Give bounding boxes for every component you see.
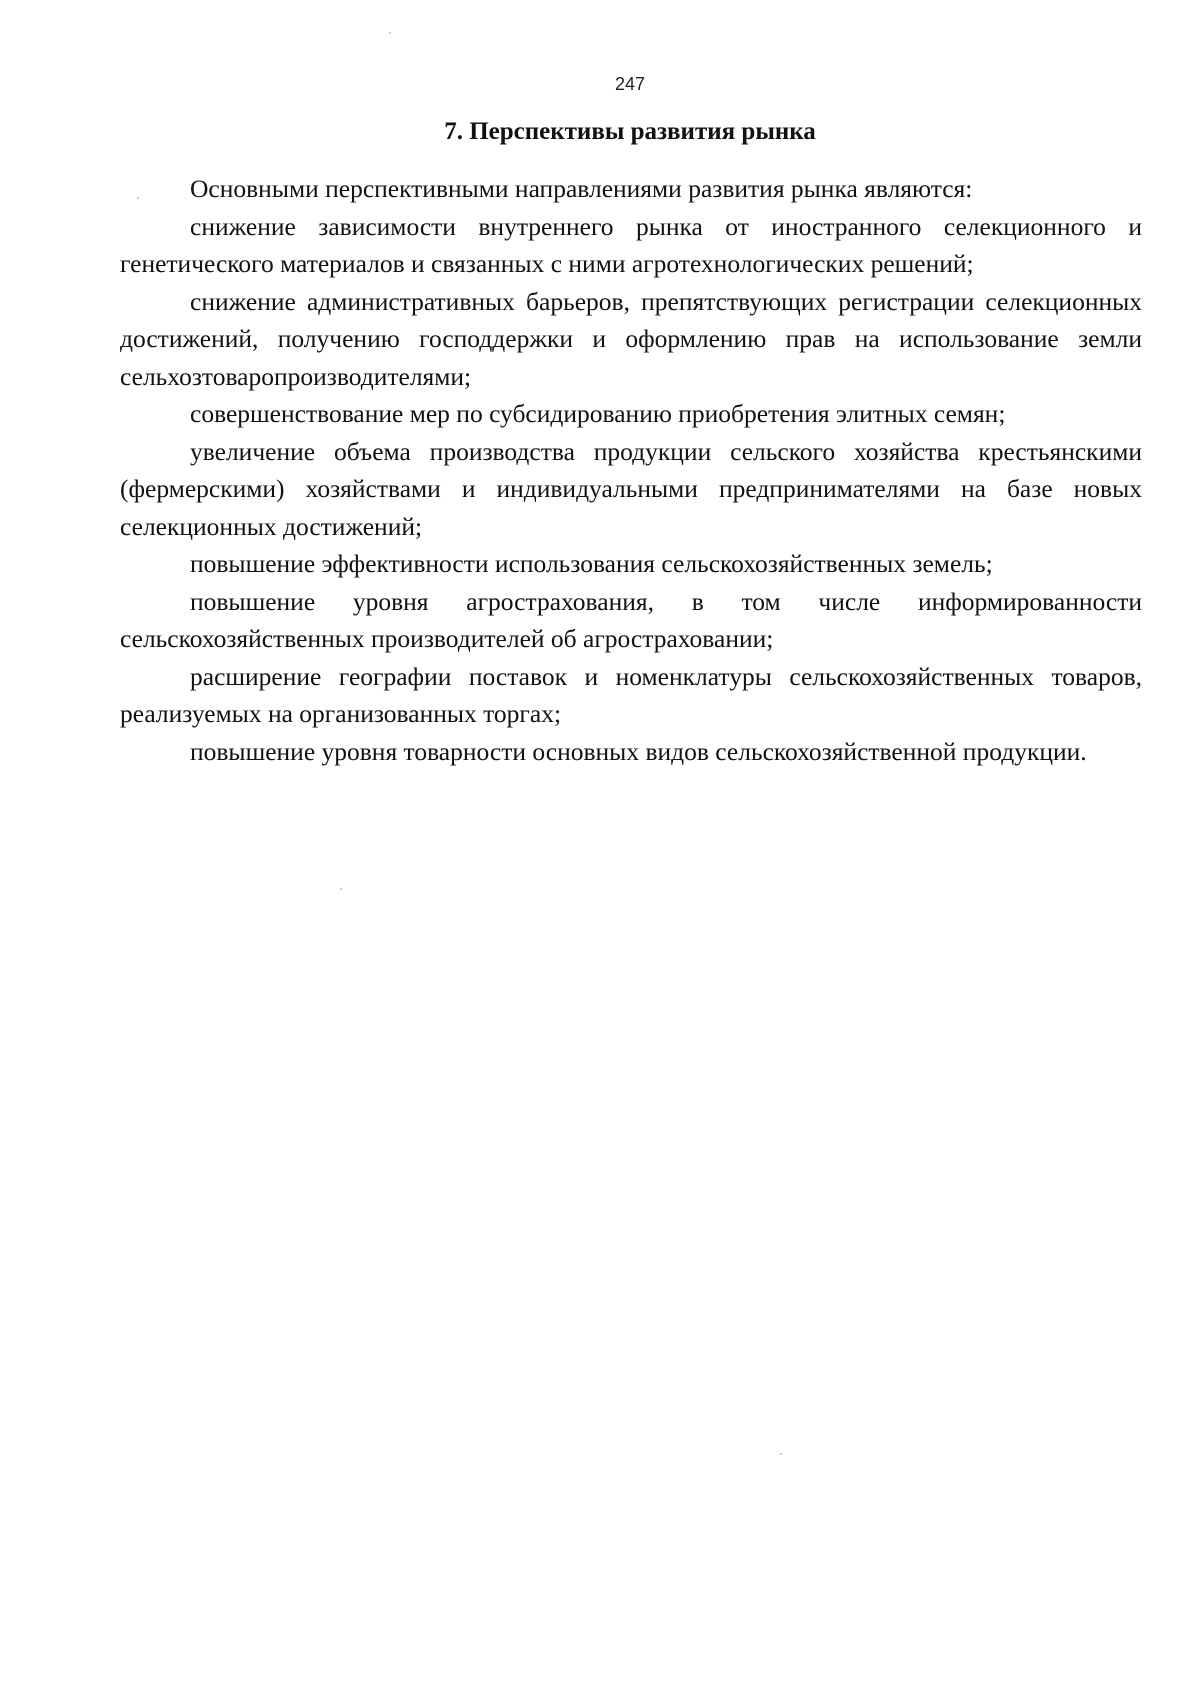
scan-speck bbox=[389, 32, 391, 34]
page-number: 247 bbox=[614, 74, 646, 94]
scan-speck bbox=[340, 888, 342, 890]
paragraph-item: увеличение объема производства продукции сельского хозяйства крестьянскими (фермерскими) хозяйствами и индивидуальными предпринимателями на базе новых селекционных достижений; bbox=[120, 436, 1142, 541]
paragraph-item: снижение зависимости внутреннего рынка от иностранного селекционного и генетического материалов и связанных с ними агротехнологических решений; bbox=[120, 211, 1142, 278]
document-body bbox=[120, 170, 1142, 770]
paragraph-item: повышение уровня агрострахования, в том числе информированности сельскохозяйственных производителей об агростраховании; bbox=[120, 586, 1142, 653]
scan-speck bbox=[780, 1453, 782, 1455]
paragraph-item: расширение географии поставок и номенклатуры сельскохозяйственных товаров, реализуемых на организованных торгах; bbox=[120, 661, 1142, 728]
section-heading: 7. Перспективы развития рынка bbox=[444, 118, 816, 145]
paragraph-intro: Основными перспективными направлениями развития рынка являются: bbox=[190, 174, 973, 203]
paragraph-item: повышение эффективности использования сельскохозяйственных земель; bbox=[190, 549, 993, 578]
paragraph-item: повышение уровня товарности основных видов сельскохозяйственной продукции. bbox=[190, 736, 1087, 766]
paragraph-item: совершенствование мер по субсидированию приобретения элитных семян; bbox=[190, 399, 1006, 428]
scan-speck bbox=[137, 197, 139, 199]
paragraph-item: снижение административных барьеров, препятствующих регистрации селекционных достижений, получению господдержки и оформлению прав на использование земли сельхозтоваропроизводителями; bbox=[120, 286, 1142, 391]
